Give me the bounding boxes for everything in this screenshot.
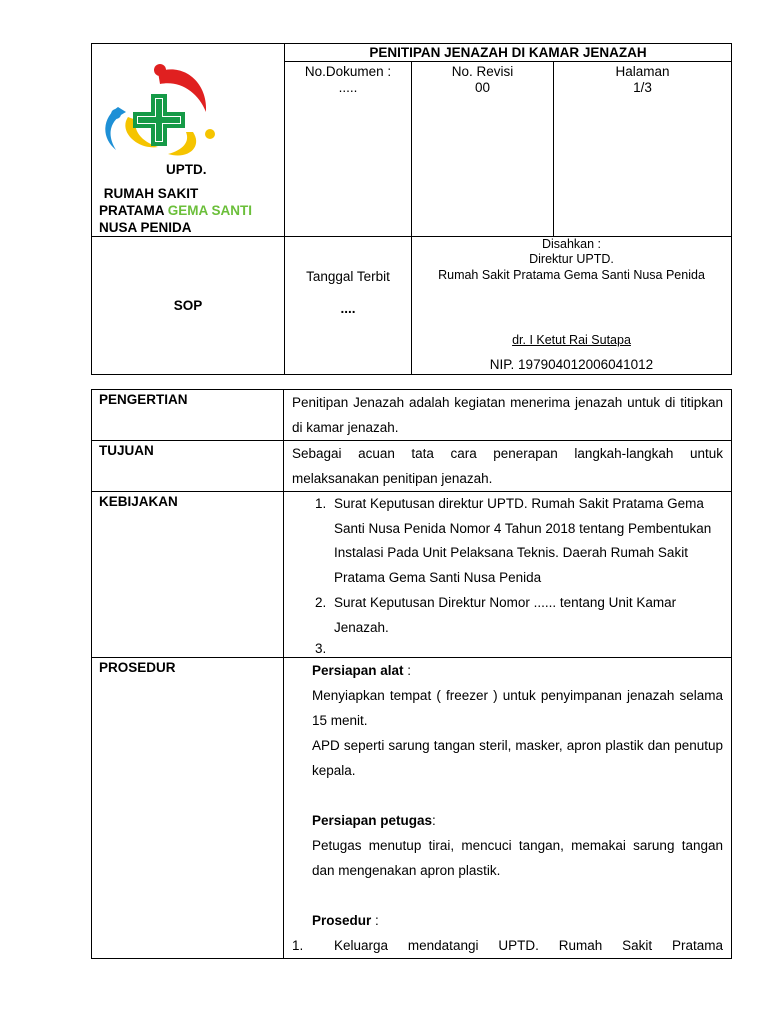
tanggal-terbit-label: Tanggal Terbit — [306, 269, 390, 284]
tujuan-label: TUJUAN — [92, 441, 284, 492]
kebijakan-item — [330, 640, 731, 657]
no-revisi-value: 00 — [474, 80, 491, 95]
halaman-cell — [554, 62, 731, 236]
tanggal-terbit-value: .... — [340, 301, 356, 316]
alat-text-1: Menyiapkan tempat ( freezer ) untuk penyimpanan jenazah selama 15 menit. — [312, 688, 723, 728]
document-title: PENITIPAN JENAZAH DI KAMAR JENAZAH — [285, 44, 731, 62]
alat-text-2: APD seperti sarung tangan steril, masker, apron plastik dan penutup kepala. — [312, 738, 723, 778]
approval-cell — [412, 237, 732, 375]
spacer — [312, 883, 723, 908]
no-dokumen-cell — [285, 62, 412, 236]
prosedur-label: PROSEDUR — [92, 658, 284, 959]
signer-name: dr. I Ketut Rai Sutapa — [512, 333, 631, 347]
no-revisi-label: No. Revisi — [451, 64, 514, 79]
persiapan-alat-heading: Persiapan alat : — [312, 663, 412, 678]
prosedur-sub-heading: Prosedur : — [312, 913, 379, 928]
no-dokumen-label: No.Dokumen : — [304, 64, 392, 79]
sop-cell — [92, 237, 285, 375]
kebijakan-cell — [284, 492, 732, 658]
step-text: Keluarga mendatangi UPTD. Rumah Sakit Pratama — [334, 938, 723, 953]
halaman-label: Halaman — [615, 64, 670, 79]
no-dokumen-value: ..... — [338, 80, 358, 95]
tujuan-text: Sebagai acuan tata cara penerapan langkah-langkah untuk melaksanakan penitipan jenazah. — [284, 441, 732, 492]
content-table — [91, 389, 732, 959]
pengertian-label: PENGERTIAN — [92, 390, 284, 441]
logo-cell — [92, 44, 285, 237]
step-number: 1. — [292, 938, 304, 953]
pengertian-text: Penitipan Jenazah adalah kegiatan menerima jenazah untuk di titipkan di kamar jenazah. — [284, 390, 732, 441]
kebijakan-item: 1. Surat Keputusan direktur UPTD. Rumah Sakit Pratama Gema Santi Nusa Penida Nomor 4 Tahun 2018 tentang Pembentukan Instalasi Pada Unit Pelaksana Teknis. Daerah Rumah Sakit Pratama Gema Santi Nusa Penida — [330, 492, 731, 590]
kebijakan-list — [284, 492, 731, 657]
org-uptd: UPTD. — [166, 162, 207, 177]
halaman-value: 1/3 — [633, 80, 652, 95]
no-revisi-cell — [412, 62, 554, 236]
kebijakan-label: KEBIJAKAN — [92, 492, 284, 658]
sop-label: SOP — [173, 298, 203, 313]
direktur-label: Direktur UPTD. — [529, 252, 614, 266]
org-pratama: PRATAMA GEMA SANTI — [99, 203, 252, 218]
pengertian-row — [92, 390, 732, 441]
prosedur-step-1 — [292, 933, 723, 958]
kebijakan-item: 2. Surat Keputusan Direktur Nomor ...... tentang Unit Kamar Jenazah. — [330, 590, 731, 640]
org-nusa-penida: NUSA PENIDA — [99, 220, 192, 235]
disahkan-label: Disahkan : — [541, 237, 602, 251]
spacer — [312, 783, 723, 808]
prosedur-row — [92, 658, 732, 959]
org-rumah-sakit: RUMAH SAKIT — [103, 186, 199, 201]
header-right — [285, 44, 732, 237]
hospital-logo-icon — [98, 62, 218, 162]
kebijakan-row — [92, 492, 732, 658]
persiapan-petugas-heading: Persiapan petugas: — [312, 813, 436, 828]
petugas-text: Petugas menutup tirai, mencuci tangan, memakai sarung tangan dan mengenakan apron plastik. — [312, 838, 723, 878]
meta-row — [285, 62, 731, 236]
tujuan-row — [92, 441, 732, 492]
rumah-sakit-label: Rumah Sakit Pratama Gema Santi Nusa Penida — [438, 268, 705, 282]
tanggal-terbit-cell — [285, 237, 412, 375]
header-table — [91, 43, 732, 375]
prosedur-cell — [284, 658, 732, 959]
signer-nip: NIP. 197904012006041012 — [489, 357, 654, 372]
